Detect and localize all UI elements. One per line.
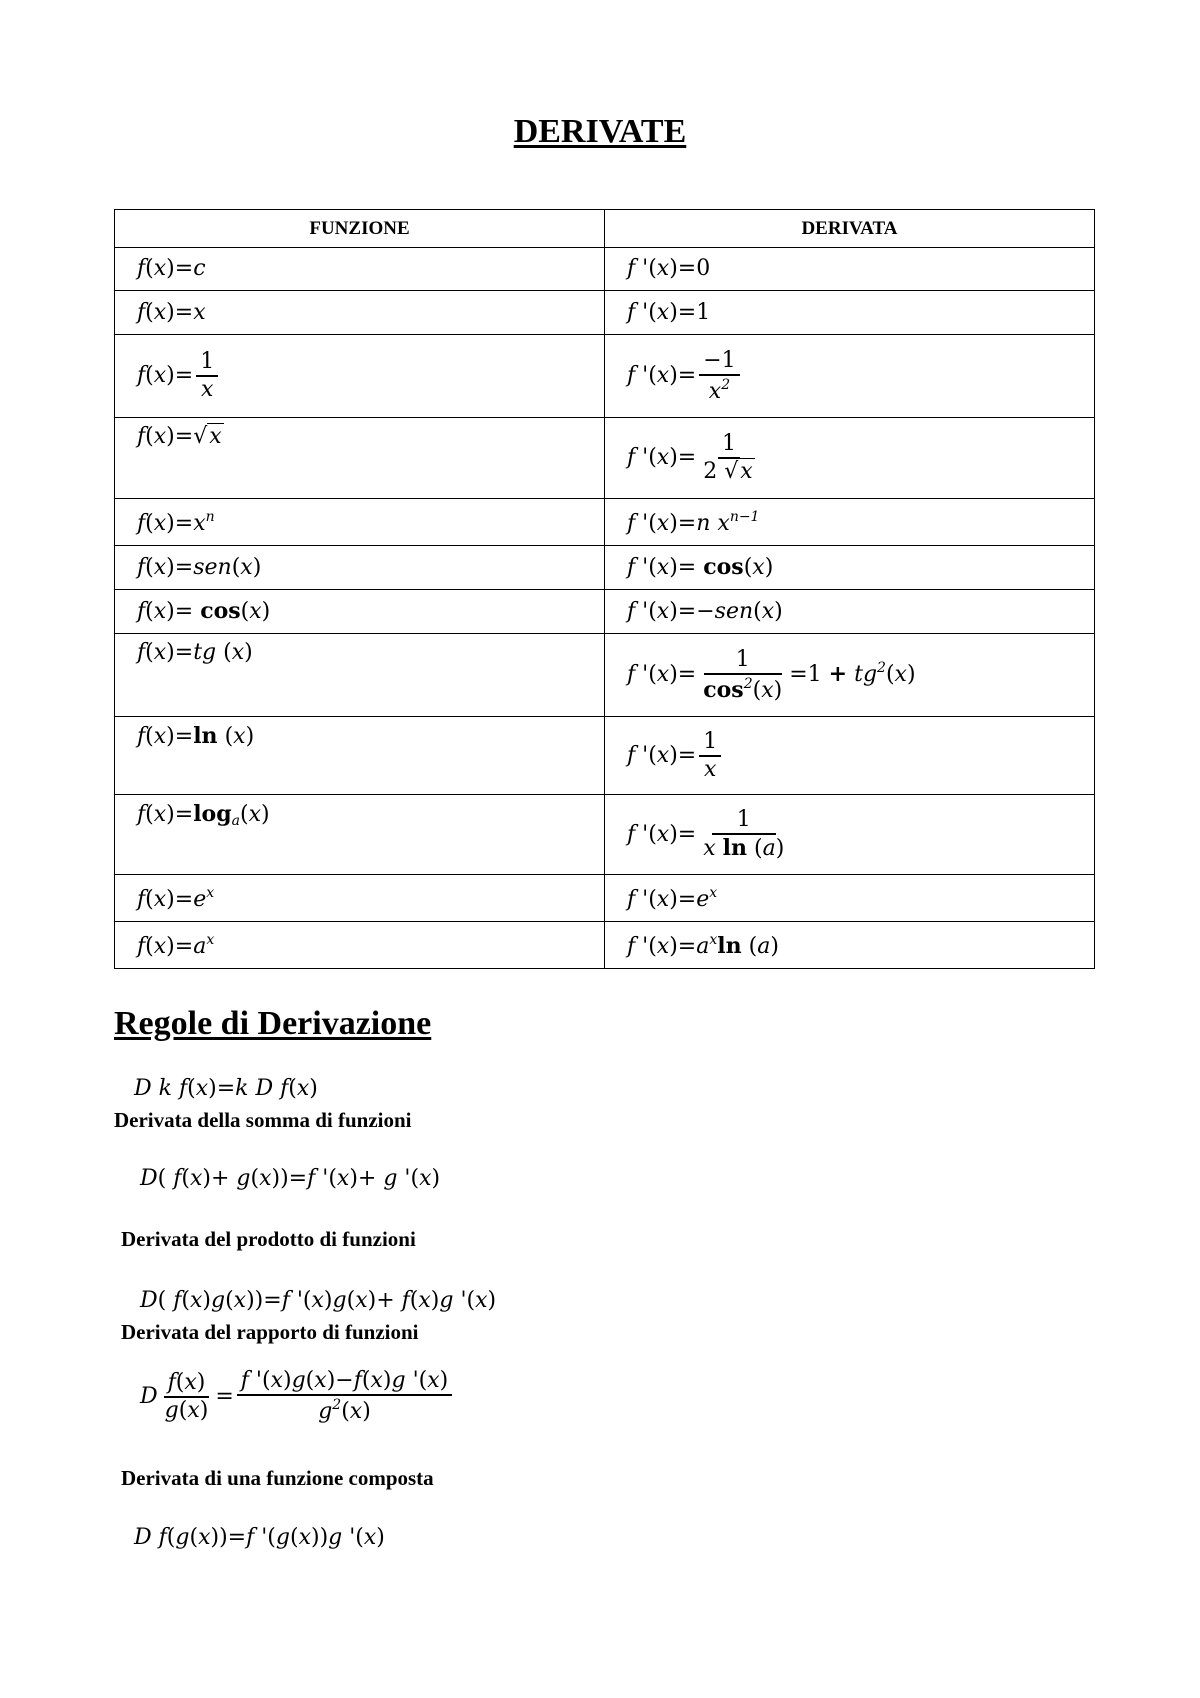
- function-cell: f(x)=ln (x): [115, 717, 605, 795]
- derivative-cell: f '(x)=−sen(x): [605, 590, 1095, 634]
- derivative-cell: f '(x)= $\frac{1}{\cos^2(x)}$ $=1 + tg^2(x)$: [605, 634, 1095, 717]
- derivative-cell: f '(x)= cos(x): [605, 546, 1095, 590]
- derivative-cell: f '$(x)=a^x\ln$ (a): [605, 922, 1095, 969]
- table-row: [115, 418, 1095, 499]
- table-row: [115, 590, 1095, 634]
- table-row: [115, 922, 1095, 969]
- quotient-rule-formula: D $\frac{f(x)}{g(x)}$ = $\frac{f '(x)g(x)-f(x)g '(x)}{g^2(x)}$: [140, 1370, 455, 1423]
- sum-rule-formula: D( f(x)+ g(x))=f '(x)+ g '(x): [140, 1166, 441, 1191]
- table-header-row: [115, 210, 1095, 248]
- table-row: [115, 248, 1095, 291]
- function-cell: f(x)=sen(x): [115, 546, 605, 590]
- function-cell: f(x)= cos(x): [115, 590, 605, 634]
- table-row: [115, 499, 1095, 546]
- function-cell: $f(x)=\log_a(x)$: [115, 795, 605, 875]
- table-row: [115, 291, 1095, 335]
- table-row: [115, 795, 1095, 875]
- composite-rule-label: Derivata di una funzione composta: [121, 1466, 434, 1490]
- derivative-cell: f '(x)= $\frac{-1}{x^2}$: [605, 335, 1095, 418]
- constant-rule-formula: D k f(x)=k D f(x): [134, 1076, 318, 1101]
- derivative-cell: f '$(x)=e^x$: [605, 875, 1095, 922]
- function-cell: $f(x)=a^x$: [115, 922, 605, 969]
- derivative-cell: f '(x)=0: [605, 248, 1095, 291]
- function-cell: f(x)=x: [115, 291, 605, 335]
- function-cell: $f(x)=x^n$: [115, 499, 605, 546]
- header-funzione: FUNZIONE: [115, 210, 605, 248]
- composite-rule-formula: D f(g(x))=f '(g(x))g '(x): [134, 1525, 385, 1550]
- derivative-cell: f '(x)=1: [605, 291, 1095, 335]
- rules-heading: Regole di Derivazione: [114, 1005, 432, 1042]
- table-row: [115, 335, 1095, 418]
- product-rule-formula: D( f(x)g(x))=f '(x)g(x)+ f(x)g '(x): [140, 1288, 497, 1313]
- derivatives-table: [114, 209, 1095, 969]
- derivative-cell: f '(x)= $\frac{1}{2 √x}$: [605, 418, 1095, 499]
- quotient-rule-label: Derivata del rapporto di funzioni: [121, 1320, 419, 1344]
- function-cell: f(x)=c: [115, 248, 605, 291]
- page-title: DERIVATE: [513, 113, 687, 150]
- table-row: [115, 634, 1095, 717]
- table-row: [115, 546, 1095, 590]
- table-row: [115, 717, 1095, 795]
- derivative-cell: f '(x)= $\frac{1}{\text{x ln (a)}}$: [605, 795, 1095, 875]
- sum-rule-label: Derivata della somma di funzioni: [114, 1108, 412, 1132]
- derivative-cell: f '(x)=n $x^{n-1}$: [605, 499, 1095, 546]
- header-derivata: DERIVATA: [605, 210, 1095, 248]
- table-row: [115, 875, 1095, 922]
- derivative-cell: f '(x)= $\frac{1}{x}$: [605, 717, 1095, 795]
- function-cell: f(x)= $\frac{1}{x}$: [115, 335, 605, 418]
- function-cell: $f(x)=e^x$: [115, 875, 605, 922]
- product-rule-label: Derivata del prodotto di funzioni: [121, 1227, 416, 1251]
- function-cell: f(x)=tg (x): [115, 634, 605, 717]
- function-cell: f(x)=√x: [115, 418, 605, 499]
